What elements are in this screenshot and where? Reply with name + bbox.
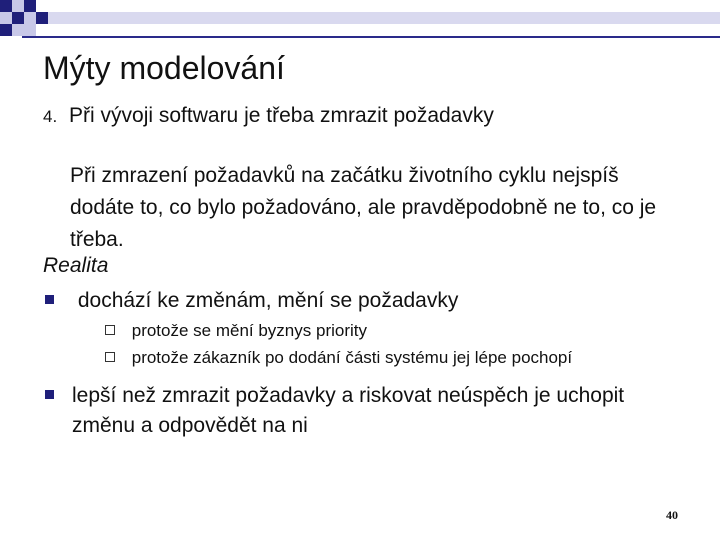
bullet-item bbox=[43, 381, 663, 441]
sub-bullet-item bbox=[105, 348, 572, 368]
sub-bullet-text: protože se mění byznys priority bbox=[131, 321, 367, 340]
reality-label: Realita bbox=[43, 254, 109, 277]
checkbox-bullet-icon bbox=[105, 352, 115, 362]
slide-title: Mýty modelování bbox=[43, 50, 285, 86]
square-bullet-icon bbox=[45, 295, 54, 304]
header-decoration bbox=[0, 0, 720, 46]
sub-bullet-item bbox=[105, 321, 367, 341]
square-bullet-icon bbox=[45, 390, 54, 399]
bullet-item bbox=[43, 289, 458, 313]
checkbox-bullet-icon bbox=[105, 325, 115, 335]
page-number: 40 bbox=[666, 508, 678, 522]
explanation-paragraph: Při zmrazení požadavků na začátku životního cyklu nejspíš dodáte to, co bylo požadováno, ale pravděpodobně ne to, co je třeba. bbox=[70, 164, 657, 251]
header-rule bbox=[22, 36, 720, 38]
sub-bullet-text: protože zákazník po dodání části systému jej lépe pochopí bbox=[131, 348, 573, 367]
bullet-text: lepší než zmrazit požadavky a riskovat neúspěch je uchopit změnu a odpovědět na ni bbox=[72, 384, 625, 437]
point-text: Při vývoji softwaru je třeba zmrazit požadavky bbox=[69, 104, 494, 127]
bullet-text: dochází ke změnám, mění se požadavky bbox=[77, 289, 459, 312]
myth-point bbox=[43, 104, 494, 128]
point-number: 4. bbox=[43, 107, 58, 126]
